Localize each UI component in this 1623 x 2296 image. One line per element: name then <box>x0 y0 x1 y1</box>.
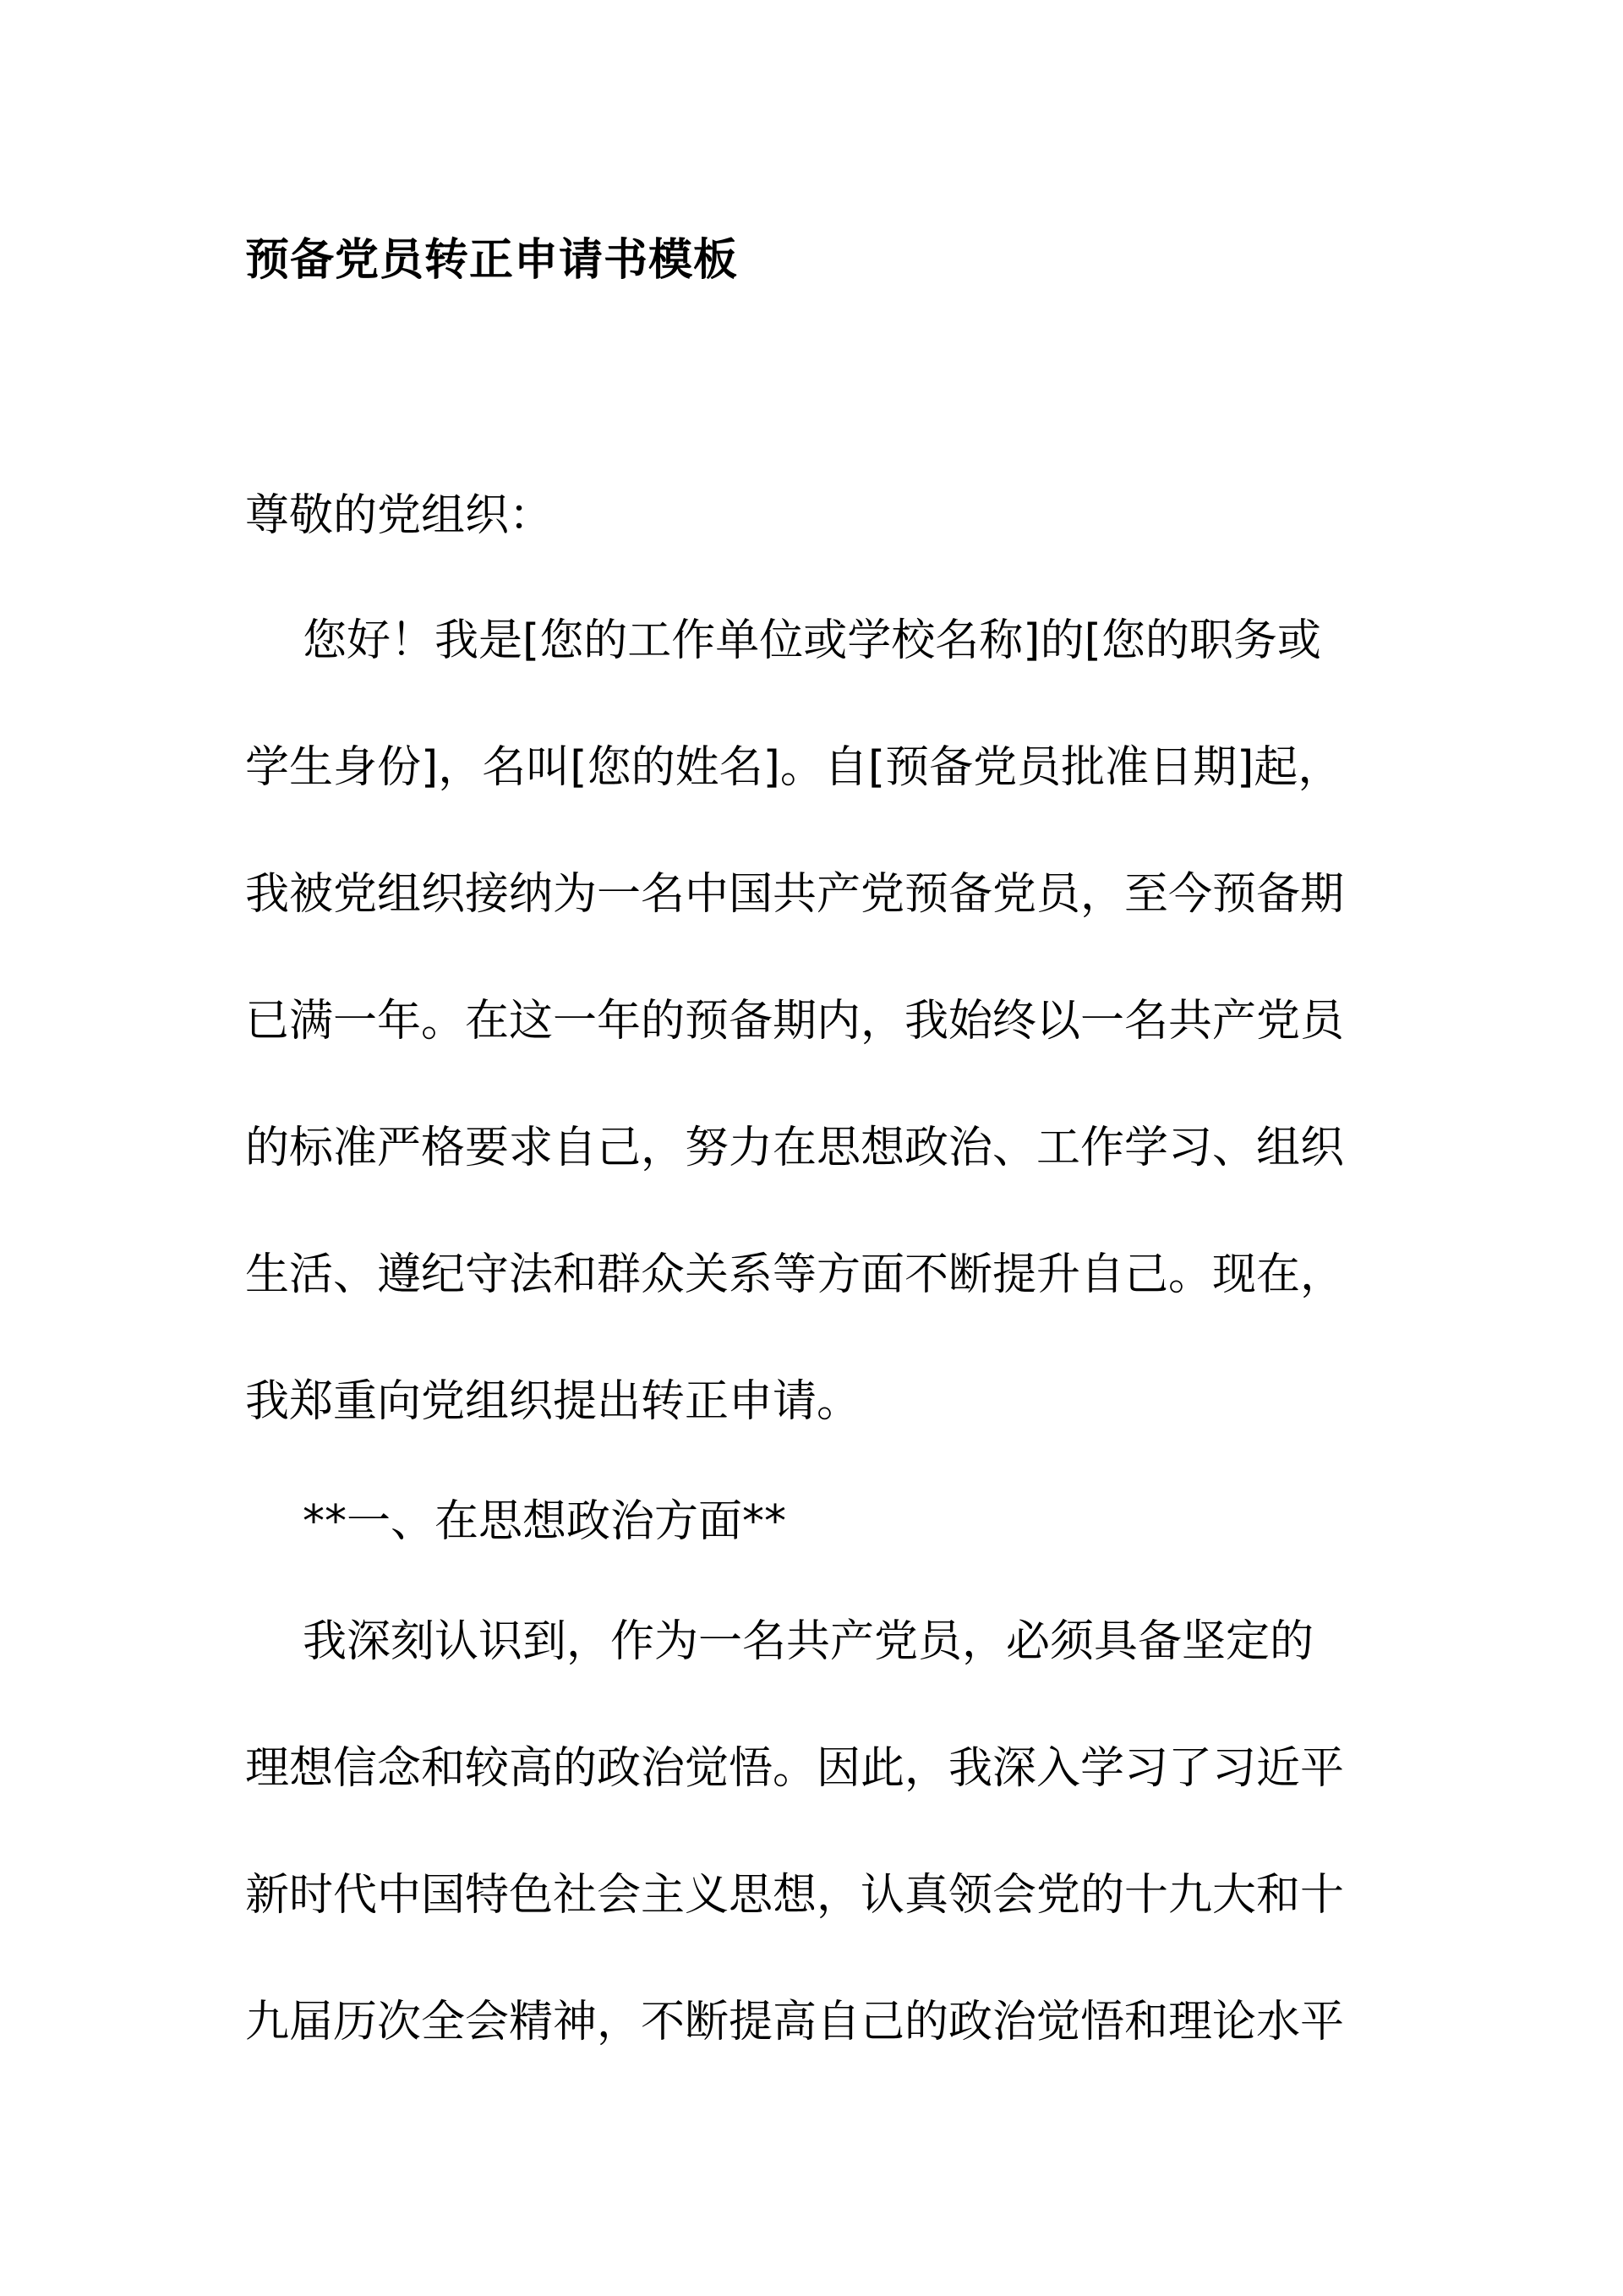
paragraph-line: 已满一年。在这一年的预备期内，我始终以一名共产党员 <box>245 996 1345 1047</box>
paragraph-line: 我郑重向党组织提出转正申请。 <box>245 1376 861 1427</box>
salutation: 尊敬的党组织： <box>245 490 554 541</box>
document-title: 预备党员转正申请书模板 <box>245 235 739 286</box>
paragraph-line: 我被党组织接纳为一名中国共产党预备党员，至今预备期 <box>245 869 1345 920</box>
paragraph-line: 我深刻认识到，作为一名共产党员，必须具备坚定的 <box>303 1616 1314 1667</box>
paragraph-line: 九届历次全会精神，不断提高自己的政治觉悟和理论水平 <box>245 1997 1345 2047</box>
paragraph-line: 理想信念和较高的政治觉悟。因此，我深入学习了习近平 <box>245 1743 1345 1794</box>
paragraph-line: 您好！我是[您的工作单位或学校名称]的[您的职务或 <box>303 615 1321 666</box>
paragraph-line: 学生身份]，名叫[您的姓名]。自[预备党员批准日期]起， <box>245 742 1342 793</box>
paragraph-line: 的标准严格要求自己，努力在思想政治、工作学习、组织 <box>245 1123 1345 1173</box>
section-heading: **一、在思想政治方面** <box>303 1496 787 1547</box>
paragraph-line: 新时代中国特色社会主义思想，认真领会党的十九大和十 <box>245 1870 1345 1921</box>
paragraph-line: 生活、遵纪守法和群众关系等方面不断提升自己。现在， <box>245 1249 1345 1300</box>
